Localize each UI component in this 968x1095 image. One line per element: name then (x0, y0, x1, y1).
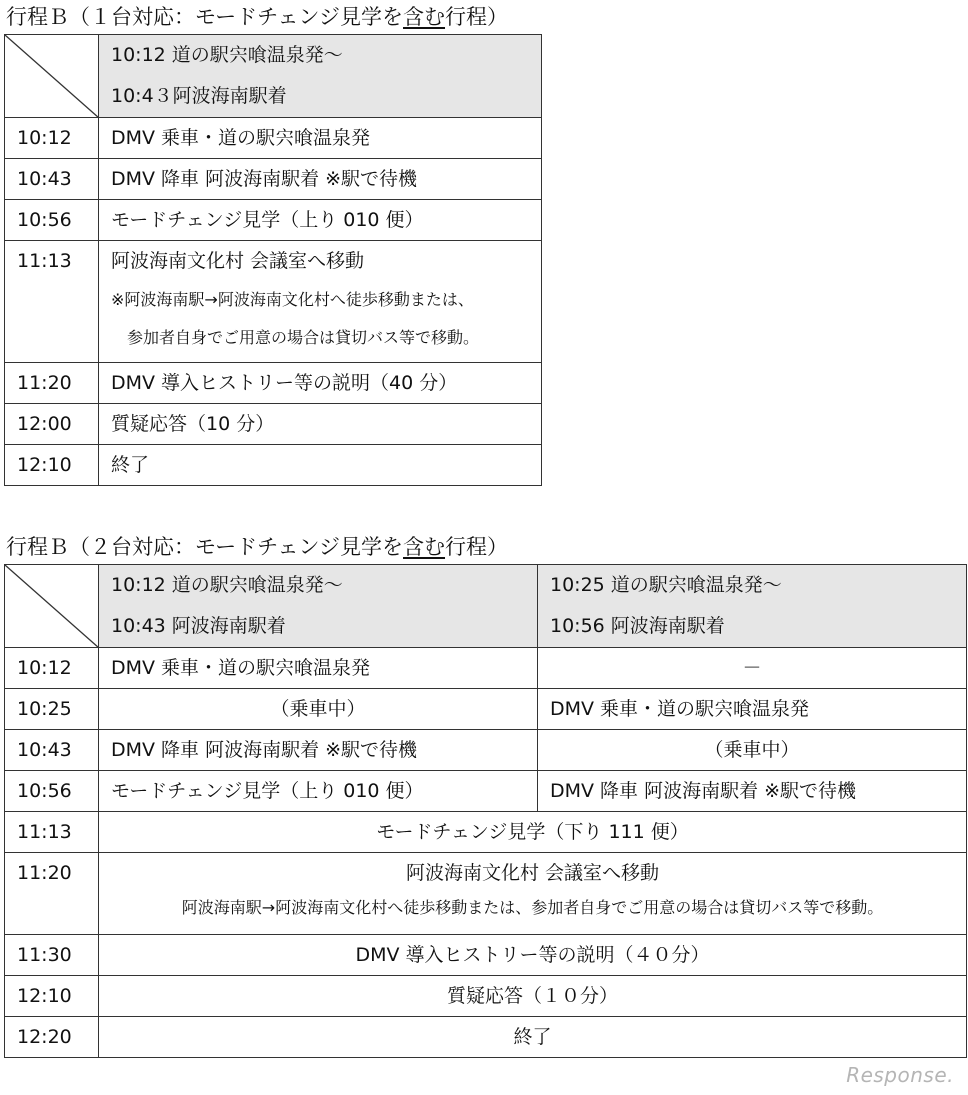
table-row: 12:10 終了 (5, 445, 542, 486)
itinerary-table-1 (4, 34, 542, 486)
table-row: 10:56 モードチェンジ見学（上り 010 便） (5, 200, 542, 241)
header-cell-vehicle-2: 10:25 道の駅宍喰温泉発～ 10:56 阿波海南駅着 (538, 565, 967, 648)
table-row: 10:25 （乗車中） DMV 乗車・道の駅宍喰温泉発 (5, 689, 967, 730)
table-row: 11:13 阿波海南文化村 会議室へ移動 ※阿波海南駅→阿波海南文化村へ徒歩移動または、 参加者自身でご用意の場合は貸切バス等で移動。 (5, 241, 542, 363)
table-row: 10:12 DMV 乗車・道の駅宍喰温泉発 (5, 118, 542, 159)
table-row: 10:43 DMV 降車 阿波海南駅着 ※駅で待機 (5, 159, 542, 200)
header-cell-vehicle-1: 10:12 道の駅宍喰温泉発～ 10:43 阿波海南駅着 (99, 565, 538, 648)
table-row: 10:12 DMV 乗車・道の駅宍喰温泉発 － (5, 648, 967, 689)
table-row: 11:20 阿波海南文化村 会議室へ移動 阿波海南駅→阿波海南文化村へ徒歩移動または、参加者自身でご用意の場合は貸切バス等で移動。 (5, 853, 967, 935)
header-cell: 10:12 道の駅宍喰温泉発～ 10:4３阿波海南駅着 (99, 35, 542, 118)
table-row: 11:20 DMV 導入ヒストリー等の説明（40 分） (5, 363, 542, 404)
table-row: 10:43 DMV 降車 阿波海南駅着 ※駅で待機 （乗車中） (5, 730, 967, 771)
diagonal-corner-cell (5, 565, 99, 648)
table-row: 10:56 モードチェンジ見学（上り 010 便） DMV 降車 阿波海南駅着 ※駅で待機 (5, 771, 967, 812)
itinerary-table-2 (4, 564, 967, 1058)
table-row: 12:00 質疑応答（10 分） (5, 404, 542, 445)
table-row: 12:20 終了 (5, 1017, 967, 1058)
title-underlined-word: 含む (403, 535, 446, 559)
table-row: 11:13 モードチェンジ見学（下り 111 便） (5, 812, 967, 853)
table-row: 11:30 DMV 導入ヒストリー等の説明（４０分） (5, 935, 967, 976)
title-underlined-word: 含む (403, 5, 446, 29)
diagonal-corner-cell (5, 35, 99, 118)
table1-title: 行程Ｂ（１台対応：モードチェンジ見学を含む行程） (6, 5, 509, 29)
table-row: 12:10 質疑応答（１０分） (5, 976, 967, 1017)
table2-title: 行程Ｂ（２台対応：モードチェンジ見学を含む行程） (6, 535, 509, 559)
response-watermark-logo: Response. (846, 1063, 954, 1087)
